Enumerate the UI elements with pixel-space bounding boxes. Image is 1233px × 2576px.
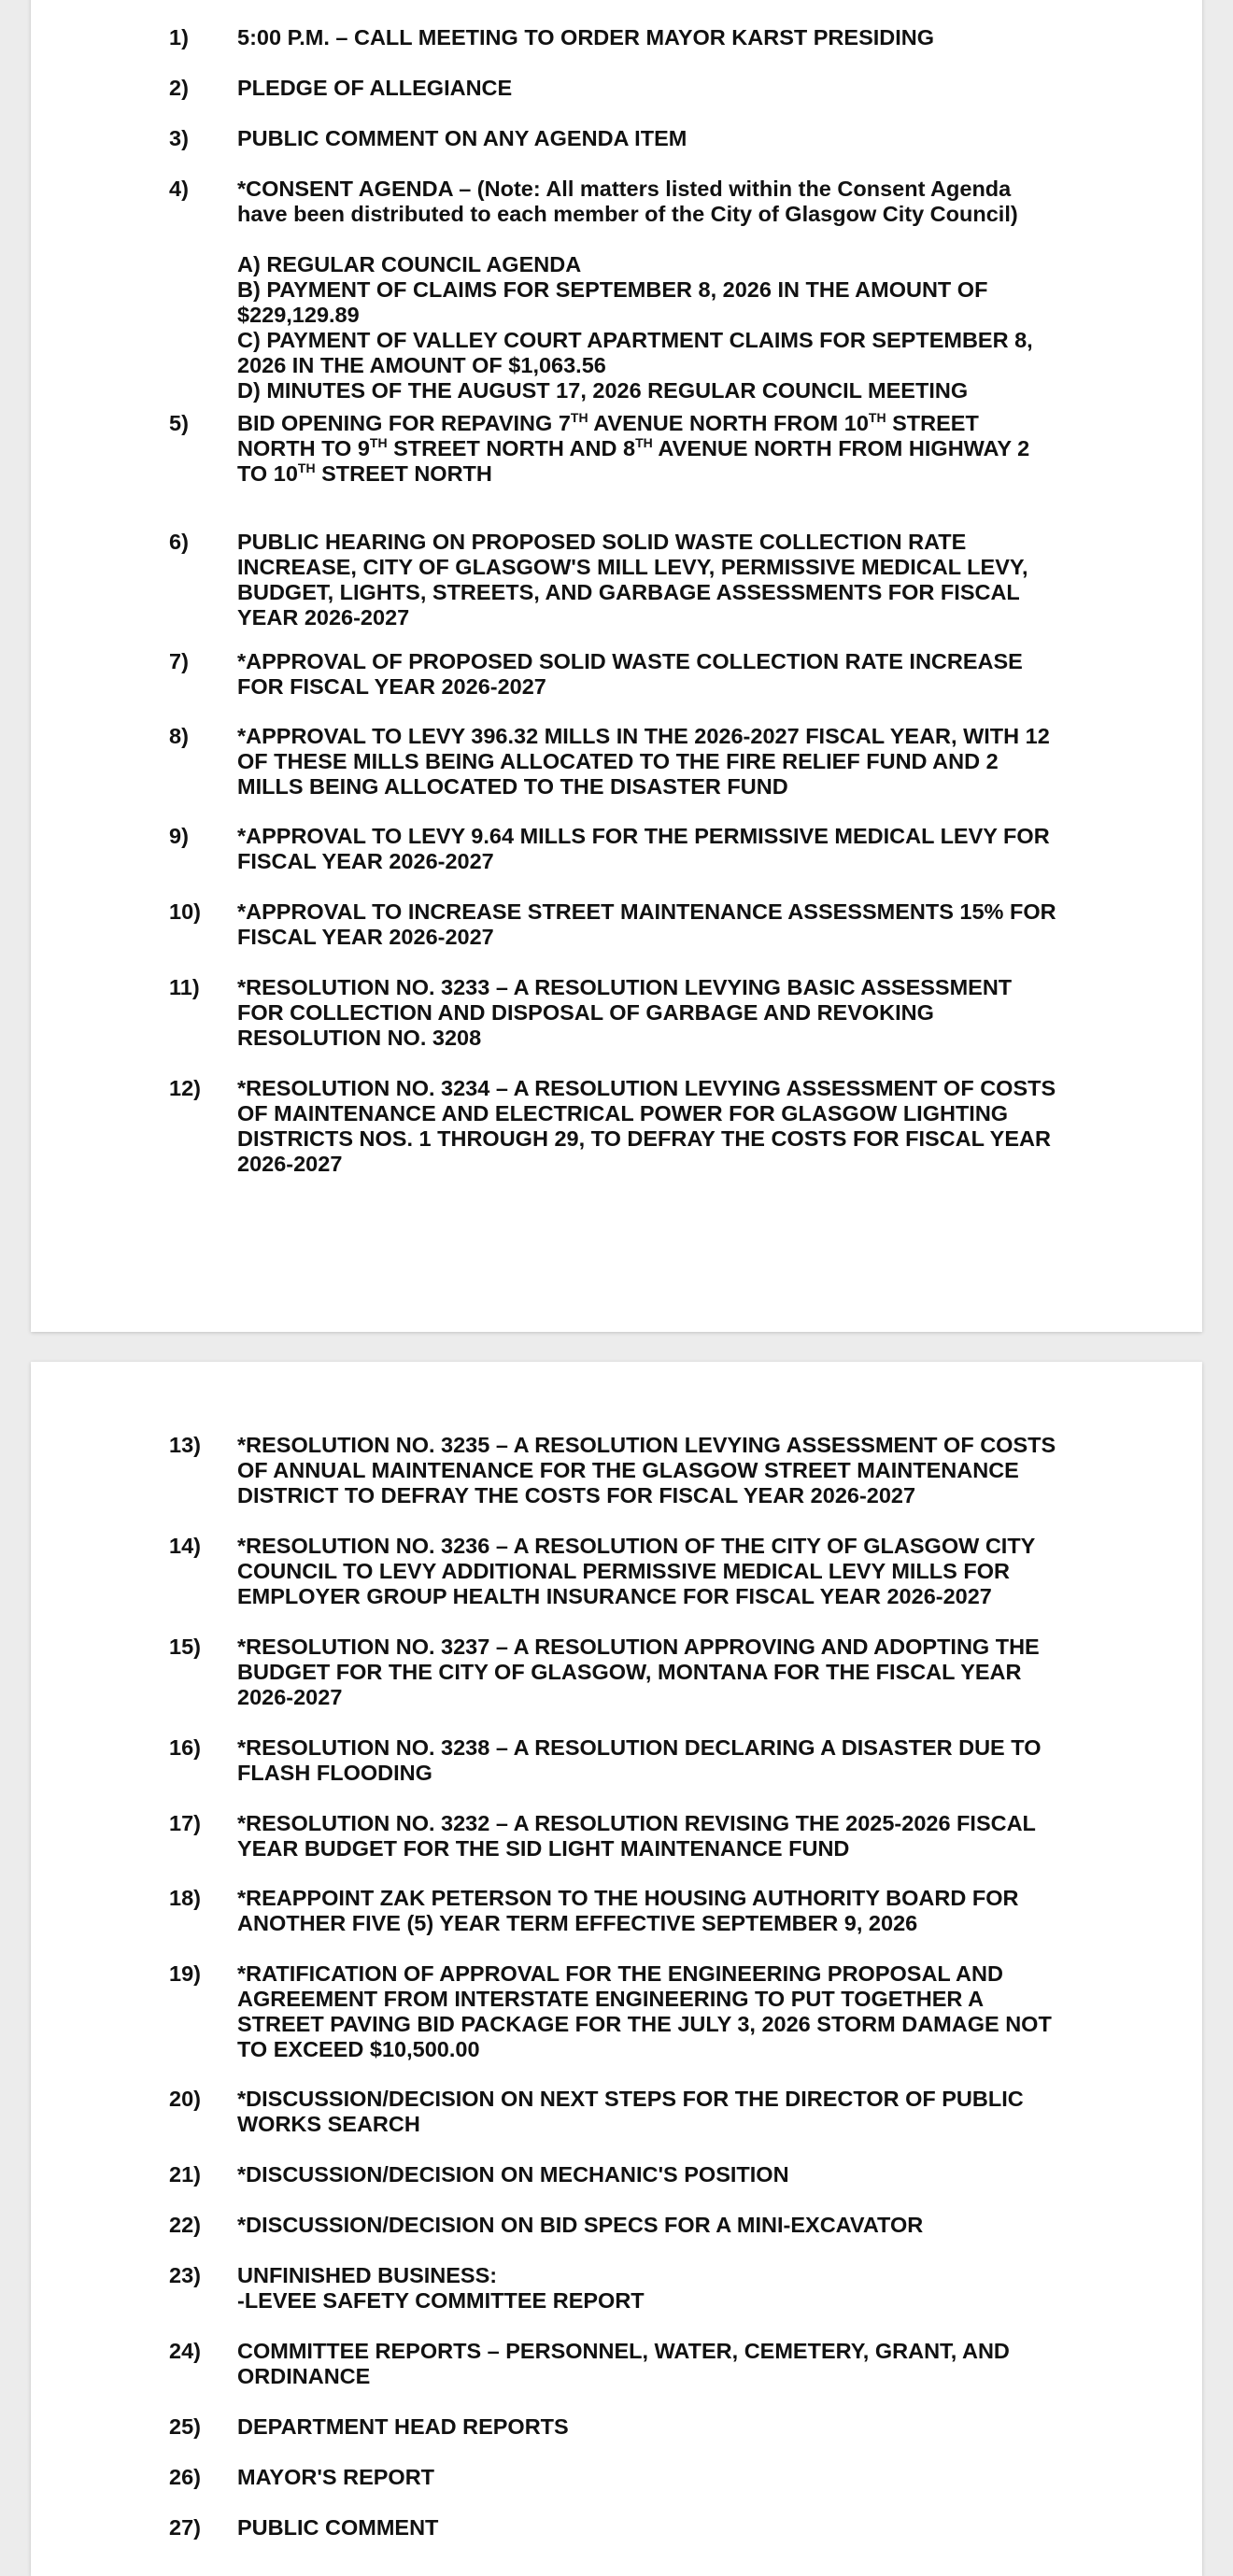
agenda-item-line: have been distributed to each member of the City of Glasgow City Council) bbox=[237, 202, 1018, 226]
agenda-item-line: PUBLIC HEARING ON PROPOSED SOLID WASTE COLLECTION RATE bbox=[237, 530, 967, 554]
agenda-item-number: 10) bbox=[169, 899, 201, 924]
agenda-item-number: 25) bbox=[169, 2414, 201, 2439]
agenda-item-text bbox=[237, 1961, 1097, 2062]
agenda-item-text bbox=[237, 2465, 1097, 2490]
agenda-item-line: D) MINUTES OF THE AUGUST 17, 2026 REGULAR COUNCIL MEETING bbox=[237, 378, 969, 403]
agenda-item-number: 12) bbox=[169, 1076, 201, 1100]
agenda-item-line: *DISCUSSION/DECISION ON MECHANIC'S POSITION bbox=[237, 2162, 789, 2187]
agenda-item-line: *APPROVAL TO INCREASE STREET MAINTENANCE ASSESSMENTS 15% FOR bbox=[237, 899, 1056, 924]
agenda-item-number: 13) bbox=[169, 1433, 201, 1457]
agenda-item-line: *REAPPOINT ZAK PETERSON TO THE HOUSING AUTHORITY BOARD FOR bbox=[237, 1886, 1019, 1910]
agenda-item-line: A) REGULAR COUNCIL AGENDA bbox=[237, 252, 582, 276]
agenda-item-line: DISTRICTS NOS. 1 THROUGH 29, TO DEFRAY THE COSTS FOR FISCAL YEAR bbox=[237, 1126, 1051, 1151]
agenda-item-line: UNFINISHED BUSINESS: bbox=[237, 2263, 498, 2287]
agenda-item-number: 5) bbox=[169, 411, 189, 435]
agenda-item-line: FISCAL YEAR 2026-2027 bbox=[237, 925, 494, 949]
agenda-item-text bbox=[237, 2162, 1097, 2187]
agenda-item-number: 4) bbox=[169, 177, 189, 201]
agenda-item-text bbox=[237, 1076, 1097, 1177]
agenda-item-line: FLASH FLOODING bbox=[237, 1761, 432, 1785]
agenda-item-line: 2026-2027 bbox=[237, 1152, 343, 1176]
agenda-item-line: YEAR BUDGET FOR THE SID LIGHT MAINTENANCE FUND bbox=[237, 1836, 850, 1861]
agenda-item-number: 16) bbox=[169, 1735, 201, 1760]
agenda-item-line: OF ANNUAL MAINTENANCE FOR THE GLASGOW STREET MAINTENANCE bbox=[237, 1458, 1019, 1482]
agenda-item-line: *RESOLUTION NO. 3238 – A RESOLUTION DECLARING A DISASTER DUE TO bbox=[237, 1735, 1042, 1760]
agenda-item-text bbox=[237, 975, 1097, 1051]
agenda-item-line: INCREASE, CITY OF GLASGOW'S MILL LEVY, PERMISSIVE MEDICAL LEVY, bbox=[237, 555, 1028, 579]
agenda-item-line: YEAR 2026-2027 bbox=[237, 605, 410, 630]
agenda-item-line: NORTH TO 9TH STREET NORTH AND 8TH AVENUE NORTH FROM HIGHWAY 2 bbox=[237, 435, 1030, 460]
agenda-item-text bbox=[237, 824, 1097, 874]
agenda-item-line: FOR FISCAL YEAR 2026-2027 bbox=[237, 674, 546, 699]
agenda-item-text bbox=[237, 1735, 1097, 1786]
agenda-item-text bbox=[237, 530, 1097, 630]
agenda-item-line: 5:00 P.M. – CALL MEETING TO ORDER MAYOR KARST PRESIDING bbox=[237, 25, 935, 50]
agenda-item-number: 6) bbox=[169, 530, 189, 554]
agenda-item-text bbox=[237, 1534, 1097, 1609]
agenda-item-text bbox=[237, 724, 1097, 800]
agenda-item-line: OF THESE MILLS BEING ALLOCATED TO THE FIRE RELIEF FUND AND 2 bbox=[237, 749, 999, 773]
agenda-item-line: *RESOLUTION NO. 3233 – A RESOLUTION LEVYING BASIC ASSESSMENT bbox=[237, 975, 1013, 999]
agenda-item-number: 9) bbox=[169, 824, 189, 848]
agenda-item-line: DEPARTMENT HEAD REPORTS bbox=[237, 2414, 569, 2439]
agenda-item-number: 21) bbox=[169, 2162, 201, 2187]
agenda-item-text bbox=[237, 252, 1097, 403]
agenda-item-number: 2) bbox=[169, 76, 189, 100]
agenda-item-line: RESOLUTION NO. 3208 bbox=[237, 1026, 482, 1050]
agenda-item-number: 23) bbox=[169, 2263, 201, 2287]
agenda-item-text bbox=[237, 2515, 1097, 2541]
agenda-item-text bbox=[237, 2213, 1097, 2238]
agenda-item-line: BID OPENING FOR REPAVING 7TH AVENUE NORTH FROM 10TH STREET bbox=[237, 410, 979, 435]
agenda-item-line: MILLS BEING ALLOCATED TO THE DISASTER FUND bbox=[237, 774, 788, 799]
agenda-item-line: *RESOLUTION NO. 3237 – A RESOLUTION APPROVING AND ADOPTING THE bbox=[237, 1635, 1040, 1659]
agenda-item-number: 11) bbox=[169, 975, 200, 999]
agenda-item-text bbox=[237, 1811, 1097, 1861]
agenda-item-line: *RESOLUTION NO. 3234 – A RESOLUTION LEVYING ASSESSMENT OF COSTS bbox=[237, 1076, 1056, 1100]
agenda-item-line: ANOTHER FIVE (5) YEAR TERM EFFECTIVE SEPTEMBER 9, 2026 bbox=[237, 1911, 918, 1935]
agenda-item-line: BUDGET, LIGHTS, STREETS, AND GARBAGE ASSESSMENTS FOR FISCAL bbox=[237, 580, 1020, 604]
agenda-item-line: *APPROVAL OF PROPOSED SOLID WASTE COLLECTION RATE INCREASE bbox=[237, 649, 1023, 673]
agenda-item-line: MAYOR'S REPORT bbox=[237, 2465, 435, 2489]
agenda-item-number: 1) bbox=[169, 25, 189, 50]
agenda-item-line: WORKS SEARCH bbox=[237, 2112, 420, 2136]
agenda-item-number: 7) bbox=[169, 649, 189, 673]
agenda-item-line: *RATIFICATION OF APPROVAL FOR THE ENGINEERING PROPOSAL AND bbox=[237, 1961, 1003, 1986]
agenda-item-line: -LEVEE SAFETY COMMITTEE REPORT bbox=[237, 2288, 645, 2313]
agenda-item-line: COUNCIL TO LEVY ADDITIONAL PERMISSIVE MEDICAL LEVY MILLS FOR bbox=[237, 1559, 1010, 1583]
agenda-item-number: 17) bbox=[169, 1811, 201, 1835]
agenda-item-line: ORDINANCE bbox=[237, 2364, 371, 2388]
agenda-item-text bbox=[237, 25, 1097, 50]
agenda-item-number: 26) bbox=[169, 2465, 201, 2489]
agenda-item-line: $229,129.89 bbox=[237, 303, 360, 327]
agenda-item-line: PUBLIC COMMENT bbox=[237, 2515, 439, 2540]
agenda-item-line: 2026-2027 bbox=[237, 1685, 343, 1709]
agenda-item-line: TO EXCEED $10,500.00 bbox=[237, 2037, 480, 2061]
agenda-item-number: 27) bbox=[169, 2515, 201, 2540]
agenda-item-text bbox=[237, 1886, 1097, 1936]
agenda-page-1 bbox=[31, 0, 1202, 1332]
agenda-item-line: *CONSENT AGENDA – (Note: All matters listed within the Consent Agenda bbox=[237, 177, 1012, 201]
agenda-page-2 bbox=[31, 1362, 1202, 2576]
agenda-item-line: *APPROVAL TO LEVY 396.32 MILLS IN THE 2026-2027 FISCAL YEAR, WITH 12 bbox=[237, 724, 1050, 748]
agenda-item-line: COMMITTEE REPORTS – PERSONNEL, WATER, CEMETERY, GRANT, AND bbox=[237, 2339, 1010, 2363]
agenda-item-line: B) PAYMENT OF CLAIMS FOR SEPTEMBER 8, 2026 IN THE AMOUNT OF bbox=[237, 277, 988, 302]
agenda-item-line: STREET PAVING BID PACKAGE FOR THE JULY 3, 2026 STORM DAMAGE NOT bbox=[237, 2012, 1052, 2036]
agenda-item-text bbox=[237, 2414, 1097, 2440]
agenda-item-text bbox=[237, 2087, 1097, 2137]
agenda-item-text bbox=[237, 177, 1097, 227]
agenda-item-text bbox=[237, 1635, 1097, 1710]
agenda-item-text bbox=[237, 76, 1097, 101]
agenda-item-number: 19) bbox=[169, 1961, 201, 1986]
agenda-item-line: *APPROVAL TO LEVY 9.64 MILLS FOR THE PERMISSIVE MEDICAL LEVY FOR bbox=[237, 824, 1050, 848]
agenda-item-line: *RESOLUTION NO. 3232 – A RESOLUTION REVISING THE 2025-2026 FISCAL bbox=[237, 1811, 1036, 1835]
agenda-item-number: 14) bbox=[169, 1534, 201, 1558]
agenda-item-line: *RESOLUTION NO. 3235 – A RESOLUTION LEVYING ASSESSMENT OF COSTS bbox=[237, 1433, 1056, 1457]
agenda-item-line: *DISCUSSION/DECISION ON NEXT STEPS FOR THE DIRECTOR OF PUBLIC bbox=[237, 2087, 1024, 2111]
agenda-item-text bbox=[237, 2339, 1097, 2389]
agenda-item-line: FOR COLLECTION AND DISPOSAL OF GARBAGE AND REVOKING bbox=[237, 1000, 934, 1025]
agenda-item-line: *DISCUSSION/DECISION ON BID SPECS FOR A MINI-EXCAVATOR bbox=[237, 2213, 924, 2237]
agenda-item-number: 3) bbox=[169, 126, 189, 150]
agenda-item-line: C) PAYMENT OF VALLEY COURT APARTMENT CLAIMS FOR SEPTEMBER 8, bbox=[237, 328, 1033, 352]
agenda-item-text bbox=[237, 411, 1097, 487]
agenda-item-line: DISTRICT TO DEFRAY THE COSTS FOR FISCAL YEAR 2026-2027 bbox=[237, 1483, 916, 1507]
agenda-item-number: 22) bbox=[169, 2213, 201, 2237]
agenda-item-number: 20) bbox=[169, 2087, 201, 2111]
agenda-item-number: 8) bbox=[169, 724, 189, 748]
agenda-item-text bbox=[237, 2263, 1097, 2314]
agenda-item-line: 2026 IN THE AMOUNT OF $1,063.56 bbox=[237, 353, 606, 377]
agenda-item-line: PUBLIC COMMENT ON ANY AGENDA ITEM bbox=[237, 126, 687, 150]
agenda-item-text bbox=[237, 899, 1097, 950]
agenda-item-number: 24) bbox=[169, 2339, 201, 2363]
agenda-item-line: AGREEMENT FROM INTERSTATE ENGINEERING TO PUT TOGETHER A bbox=[237, 1987, 985, 2011]
agenda-item-line: *RESOLUTION NO. 3236 – A RESOLUTION OF THE CITY OF GLASGOW CITY bbox=[237, 1534, 1036, 1558]
agenda-item-text bbox=[237, 649, 1097, 700]
agenda-item-number: 18) bbox=[169, 1886, 201, 1910]
agenda-item-text bbox=[237, 126, 1097, 151]
agenda-item-number: 15) bbox=[169, 1635, 201, 1659]
agenda-item-text bbox=[237, 1433, 1097, 1508]
agenda-item-line: EMPLOYER GROUP HEALTH INSURANCE FOR FISCAL YEAR 2026-2027 bbox=[237, 1584, 992, 1608]
agenda-item-line: TO 10TH STREET NORTH bbox=[237, 460, 492, 486]
agenda-item-line: OF MAINTENANCE AND ELECTRICAL POWER FOR GLASGOW LIGHTING bbox=[237, 1101, 1009, 1125]
agenda-item-line: BUDGET FOR THE CITY OF GLASGOW, MONTANA FOR THE FISCAL YEAR bbox=[237, 1660, 1022, 1684]
agenda-item-line: PLEDGE OF ALLEGIANCE bbox=[237, 76, 513, 100]
agenda-item-line: FISCAL YEAR 2026-2027 bbox=[237, 849, 494, 873]
